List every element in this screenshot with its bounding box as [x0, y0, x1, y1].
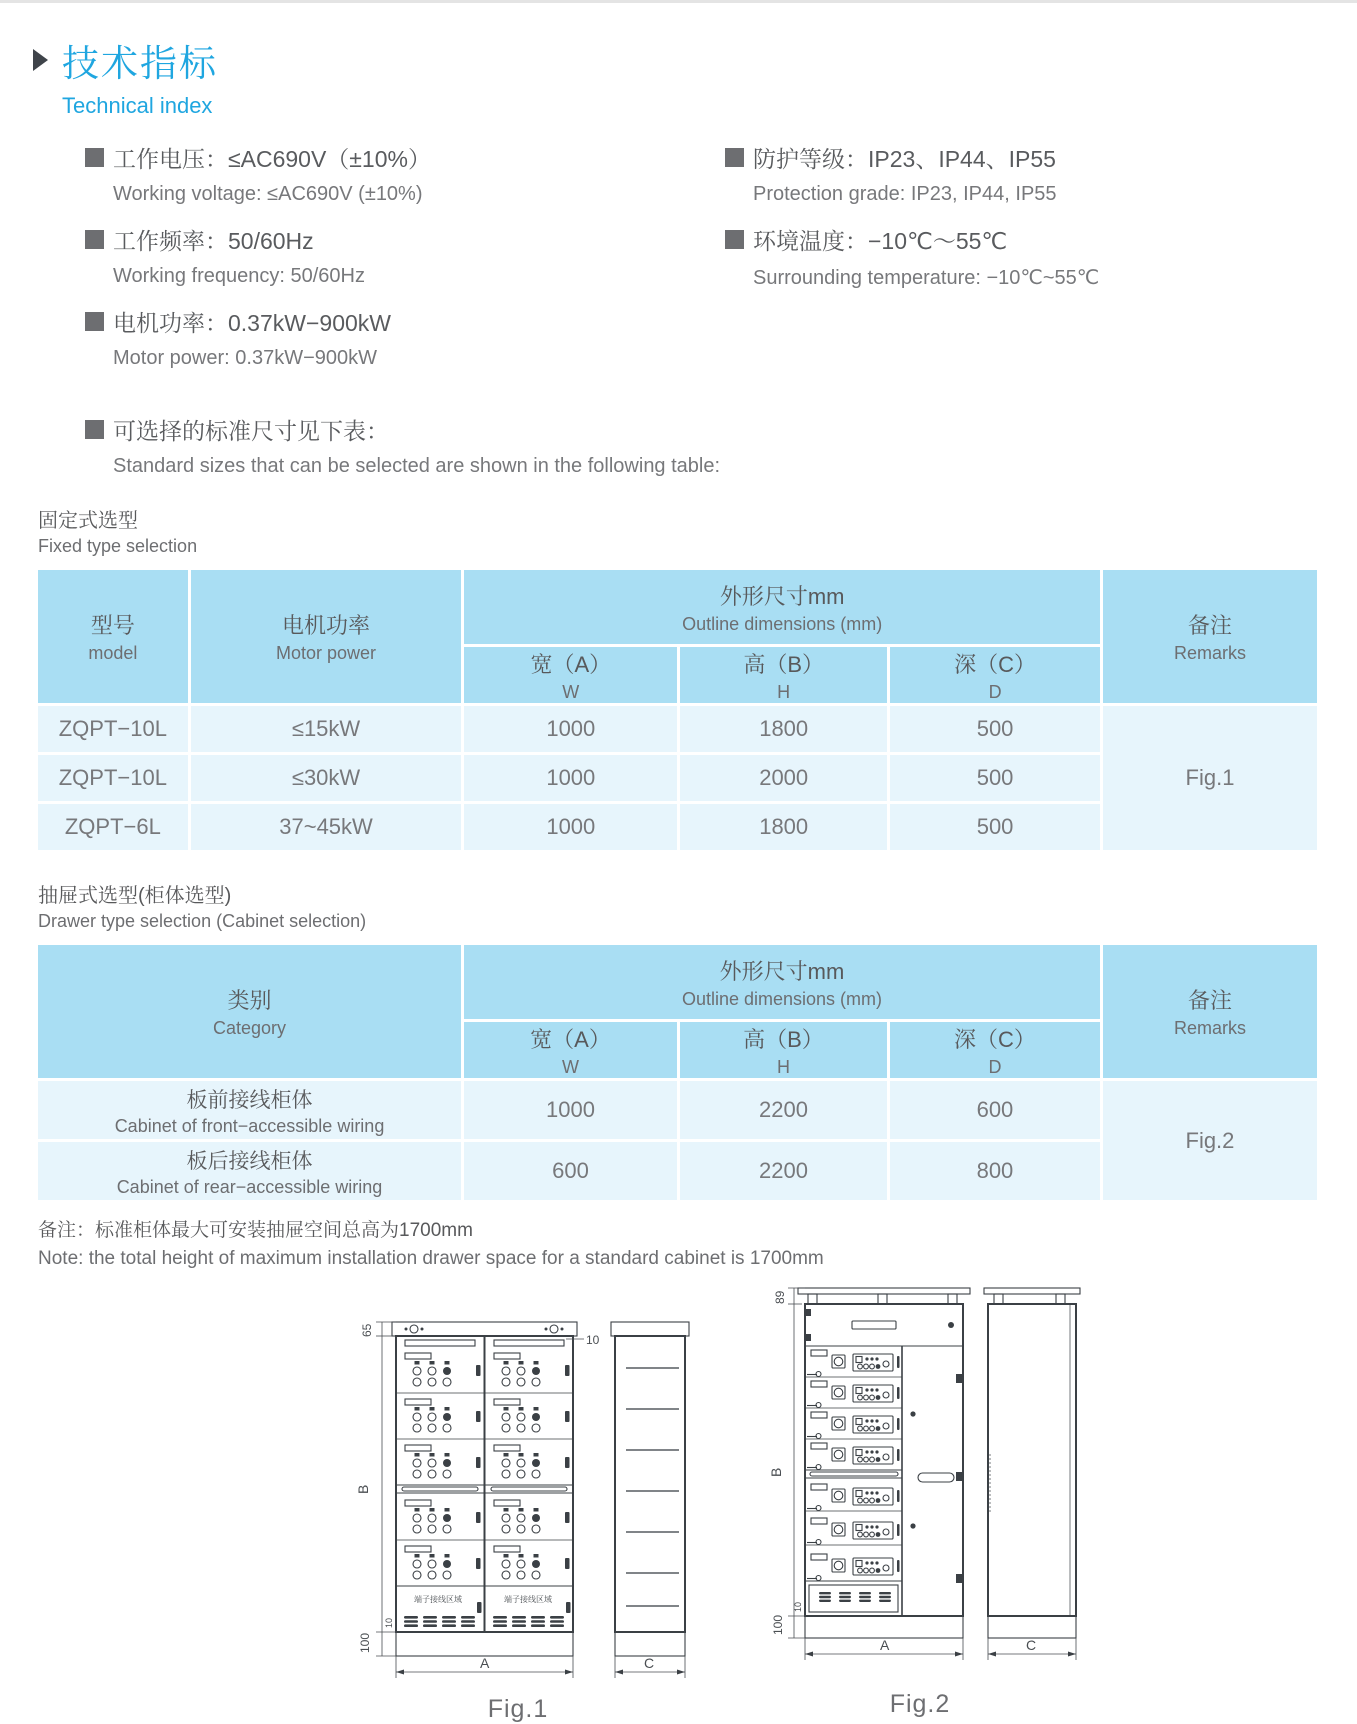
- cell-height: 1800: [680, 804, 887, 850]
- fig1-terminal-area-label: 端子接线区域: [504, 1595, 552, 1604]
- figures-row: [338, 1274, 1320, 1724]
- fixed-table-section-label: [38, 504, 1320, 557]
- fig1-dim-top-right: 10: [586, 1333, 600, 1347]
- fig1-caption: Fig.1: [487, 1695, 549, 1723]
- cell-height: 1800: [680, 706, 887, 752]
- col-header-depth: 深（C） D: [890, 1022, 1100, 1078]
- spec-zh-text: 防护等级：IP23、IP44、IP55: [753, 146, 1056, 172]
- spec-column-right: [725, 141, 1320, 387]
- cell-depth: 600: [890, 1081, 1100, 1139]
- col-header-remarks: 备注 Remarks: [1103, 945, 1317, 1078]
- fig1-drawing: [338, 1306, 698, 1691]
- page-title: 技术指标: [62, 43, 218, 84]
- spec-zh-text: 可选择的标准尺寸见下表：: [113, 418, 389, 444]
- spec-item-voltage: [85, 141, 725, 206]
- cell-width: 1000: [464, 706, 677, 752]
- fig2-caption: Fig.2: [889, 1690, 951, 1718]
- spec-item-temperature: [725, 223, 1320, 290]
- square-bullet-icon: [725, 148, 744, 167]
- cell-width: 600: [464, 1142, 677, 1200]
- cell-depth: 500: [890, 755, 1100, 801]
- section-title-zh: 抽屉式选型(柜体选型): [38, 885, 232, 907]
- footnote: [38, 1215, 1320, 1270]
- fig1-dim-depth: C: [644, 1655, 655, 1671]
- col-header-width: 宽（A） W: [464, 647, 677, 703]
- cell-depth: 800: [890, 1142, 1100, 1200]
- fig2-drawing: [720, 1274, 1120, 1686]
- square-bullet-icon: [85, 420, 104, 439]
- spec-zh-text: 工作电压：≤AC690V（±10%）: [113, 146, 431, 172]
- cell-width: 1000: [464, 1081, 677, 1139]
- fixed-type-table: [35, 567, 1320, 853]
- spec-column-left: [85, 141, 725, 387]
- col-header-outline-dimensions: 外形尺寸mm Outline dimensions (mm): [464, 570, 1100, 644]
- col-header-remarks: 备注 Remarks: [1103, 570, 1317, 703]
- fig2-dim-base: 100: [771, 1614, 785, 1635]
- cell-remark: Fig.2: [1103, 1081, 1317, 1200]
- spec-zh-text: 电机功率：0.37kW−900kW: [113, 310, 391, 336]
- cell-depth: 500: [890, 706, 1100, 752]
- fig2-dim-height: B: [768, 1467, 784, 1477]
- col-header-outline-dimensions: 外形尺寸mm Outline dimensions (mm): [464, 945, 1100, 1019]
- cell-height: 2000: [680, 755, 887, 801]
- spec-item-motor-power: [85, 305, 725, 370]
- cell-width: 1000: [464, 804, 677, 850]
- col-header-motor-power: 电机功率 Motor power: [191, 570, 462, 703]
- fig2-dim-depth: C: [1026, 1637, 1037, 1653]
- cell-power: ≤15kW: [191, 706, 462, 752]
- fig1-dim-width: A: [480, 1655, 490, 1671]
- fig1-dim-base: 100: [358, 1632, 372, 1653]
- table-row: [38, 1081, 1317, 1139]
- fig2-dim-width: A: [880, 1637, 890, 1653]
- fig2-dim-cap: 89: [773, 1290, 787, 1304]
- col-header-height: 高（B） H: [680, 1022, 887, 1078]
- cell-category: 板前接线柜体 Cabinet of front−accessible wiring: [38, 1081, 461, 1139]
- fig1-dim-cap: 65: [360, 1323, 374, 1337]
- page-subtitle: Technical index: [62, 93, 213, 118]
- square-bullet-icon: [725, 230, 744, 249]
- drawer-type-table: [35, 942, 1320, 1203]
- section-title-en: Fixed type selection: [38, 536, 198, 556]
- col-header-model: 型号 model: [38, 570, 188, 703]
- section-title-zh: 固定式选型: [38, 510, 138, 532]
- spec-zh-text: 环境温度：−10℃～55℃: [753, 228, 1008, 254]
- cell-model: ZQPT−10L: [38, 706, 188, 752]
- spec-en-text: Working voltage: ≤AC690V (±10%): [113, 183, 423, 205]
- cell-width: 1000: [464, 755, 677, 801]
- figure-1: [338, 1306, 698, 1724]
- table-row: [38, 706, 1317, 752]
- col-header-depth: 深（C） D: [890, 647, 1100, 703]
- cell-height: 2200: [680, 1142, 887, 1200]
- spec-item-frequency: [85, 223, 725, 288]
- cell-height: 2200: [680, 1081, 887, 1139]
- spec-item-protection: [725, 141, 1320, 206]
- footnote-en: Note: the total height of maximum installation drawer space for a standard cabinet is 1700mm: [38, 1248, 824, 1269]
- col-header-width: 宽（A） W: [464, 1022, 677, 1078]
- drawer-table-section-label: [38, 879, 1320, 932]
- square-bullet-icon: [85, 230, 104, 249]
- cell-category: 板后接线柜体 Cabinet of rear−accessible wiring: [38, 1142, 461, 1200]
- page: [0, 3, 1357, 1724]
- spec-en-text: Working frequency: 50/60Hz: [113, 265, 365, 287]
- section-arrow-icon: [33, 49, 48, 71]
- spec-item-table-intro: [85, 413, 1320, 478]
- square-bullet-icon: [85, 312, 104, 331]
- figure-2: [720, 1274, 1120, 1724]
- spec-en-text: Protection grade: IP23, IP44, IP55: [753, 183, 1057, 205]
- title-block: [33, 33, 1320, 119]
- fig1-dim-vent: 10: [384, 1617, 394, 1628]
- fig2-dim-vent: 10: [793, 1601, 803, 1612]
- footnote-zh: 备注：标准柜体最大可安装抽屉空间总高为1700mm: [38, 1220, 473, 1241]
- col-header-height: 高（B） H: [680, 647, 887, 703]
- spec-en-text: Standard sizes that can be selected are shown in the following table:: [113, 455, 721, 477]
- spec-list: [85, 141, 1320, 387]
- cell-remark: Fig.1: [1103, 706, 1317, 850]
- fig1-terminal-area-label: 端子接线区域: [414, 1595, 462, 1604]
- cell-power: ≤30kW: [191, 755, 462, 801]
- cell-model: ZQPT−10L: [38, 755, 188, 801]
- col-header-category: 类别 Category: [38, 945, 461, 1078]
- square-bullet-icon: [85, 148, 104, 167]
- spec-en-text: Surrounding temperature: −10℃~55℃: [753, 267, 1100, 289]
- section-title-en: Drawer type selection (Cabinet selection): [38, 911, 367, 931]
- spec-en-text: Motor power: 0.37kW−900kW: [113, 347, 377, 369]
- cell-power: 37~45kW: [191, 804, 462, 850]
- spec-zh-text: 工作频率：50/60Hz: [113, 228, 314, 254]
- cell-model: ZQPT−6L: [38, 804, 188, 850]
- fig1-dim-height: B: [355, 1484, 371, 1494]
- cell-depth: 500: [890, 804, 1100, 850]
